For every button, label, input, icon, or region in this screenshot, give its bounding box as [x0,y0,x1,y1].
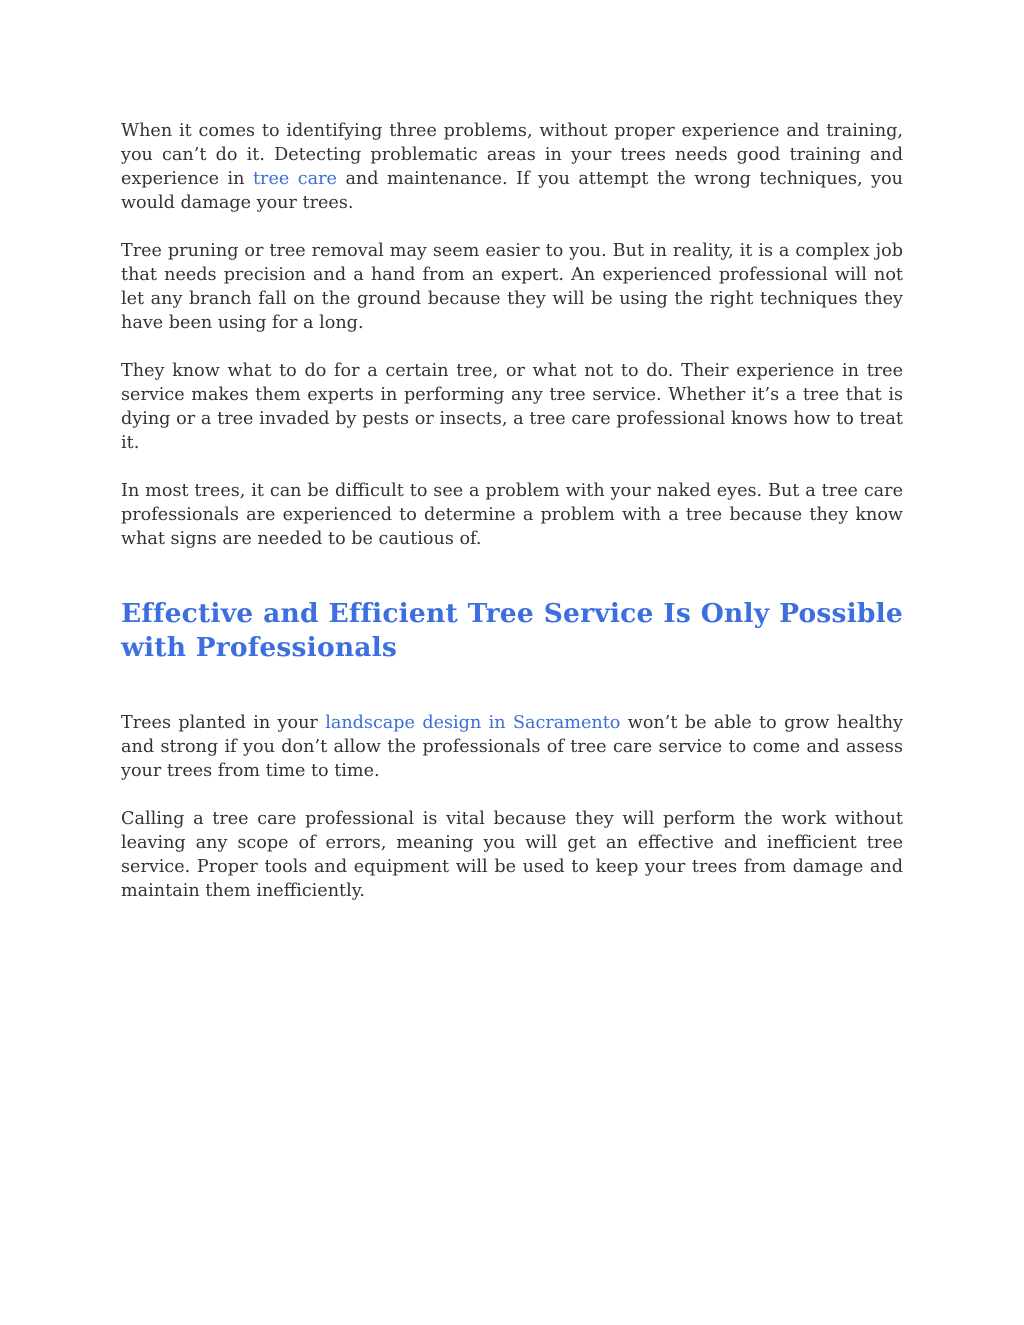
landscape-design-link[interactable]: landscape design in Sacramento [325,713,621,733]
paragraph-landscape-design [121,711,903,783]
paragraph-text: won’t be able to grow healthy and strong if you don’t allow the professionals of tree care service to come and assess your trees from time to time. [121,713,903,781]
tree-care-link[interactable]: tree care [252,169,337,189]
paragraph-tree-pruning: Tree pruning or tree removal may seem easier to you. But in reality, it is a complex job that needs precision and a hand from an expert. An experienced professional will not let any branch fall on the ground because they will be using the right techniques they have been using for a long. [121,241,903,333]
paragraph-text: and maintenance. If you attempt the wrong techniques, you would damage your trees. [121,169,903,213]
paragraph-text: When it comes to identifying three problems, without proper experience and training, you can’t do it. Detecting problematic areas in your trees needs good training and experience in [121,121,903,189]
paragraph-text: Trees planted in your [121,713,326,733]
section-heading: Effective and Efficient Tree Service Is Only Possible with Professionals [121,598,903,663]
paragraph-identifying-problems [121,119,903,215]
paragraph-calling-professional: Calling a tree care professional is vital because they will perform the work without leaving any scope of errors, meaning you will get an effective and inefficient tree service. Proper tools and equipment will be used to keep your trees from damage and maintain them inefficiently. [121,809,903,901]
paragraph-naked-eyes: In most trees, it can be difficult to see a problem with your naked eyes. But a tree care professionals are experienced to determine a problem with a tree because they know what signs are needed to be cautious of. [121,481,903,549]
document-page [121,119,903,927]
paragraph-know-what-to-do: They know what to do for a certain tree, or what not to do. Their experience in tree service makes them experts in performing any tree service. Whether it’s a tree that is dying or a tree invaded by pests or insects, a tree care professional knows how to treat it. [121,361,903,453]
